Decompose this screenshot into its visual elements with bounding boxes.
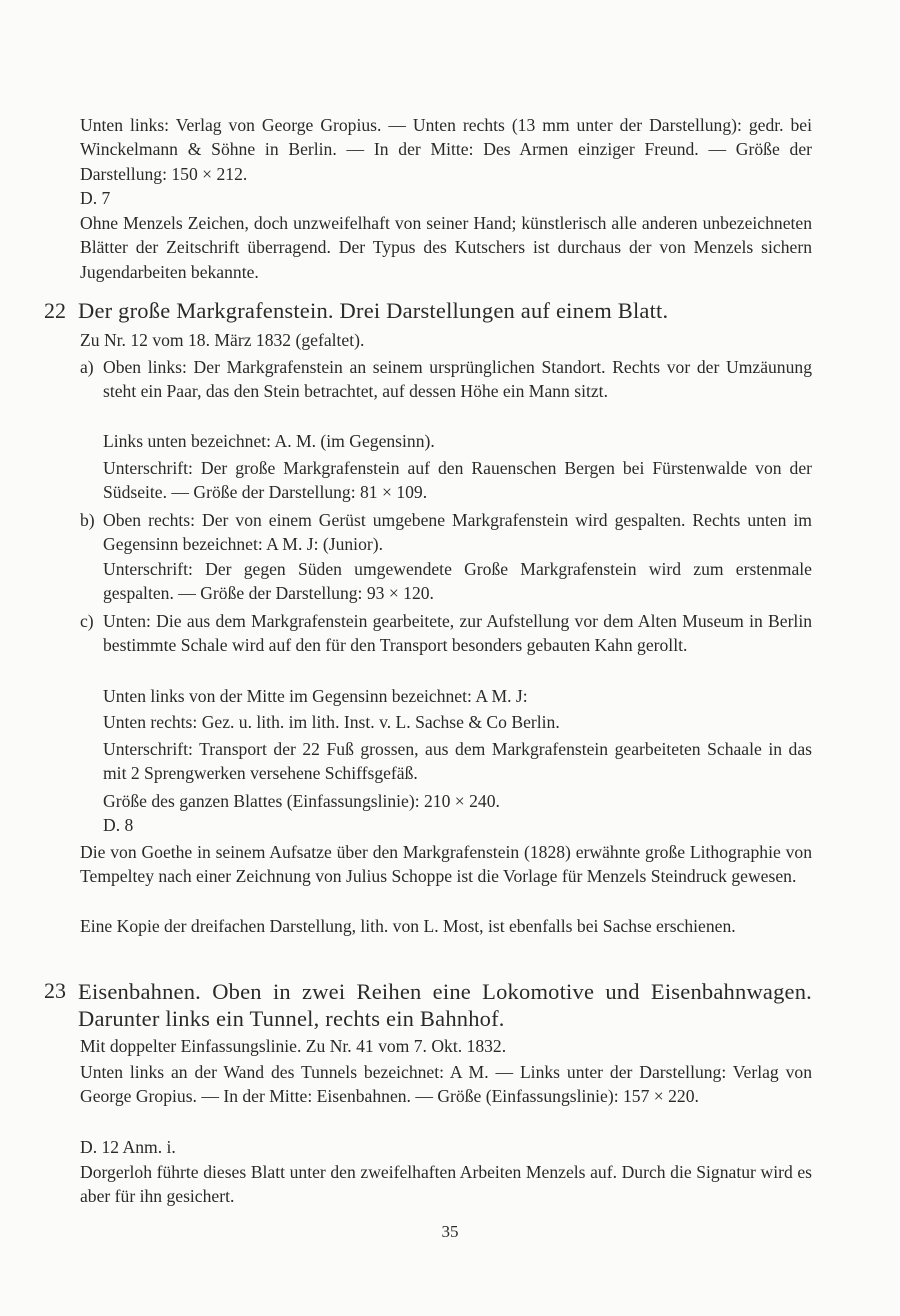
item-b-description: Oben rechts: Der von einem Gerüst umgebene Markgrafenstein wird gespalten. Rechts unten im Gegensinn bezeichnet: A M. J: (Junior). <box>103 510 812 555</box>
item-c-mark: c) <box>80 611 94 631</box>
entry-number-23: 23 <box>44 978 66 1003</box>
item-a-signature: Links unten bezeichnet: A. M. (im Gegensinn). <box>103 431 435 451</box>
entry-22-note-goethe: Die von Goethe in seinem Aufsatze über den Markgrafenstein (1828) erwähnte große Lithographie von Tempeltey nach einer Zeichnung von Julius Schoppe ist die Vorlage für Menzels Steindruck gewesen. <box>80 842 812 887</box>
entry-22-note-copy: Eine Kopie der dreifachen Darstellung, lith. von L. Most, ist ebenfalls bei Sachse erschienen. <box>80 916 736 936</box>
paragraph-publisher-note: Unten links: Verlag von George Gropius. — Unten rechts (13 mm unter der Darstellung): gedr. bei Winckelmann & Söhne in Berlin. — In der Mitte: Des Armen einziger Freund. — Größe der Darstellung: 150 × 212. <box>80 115 812 184</box>
item-c-description: Unten: Die aus dem Markgrafenstein gearbeitete, zur Aufstellung vor dem Alten Museum in Berlin bestimmte Schale wird auf den für den Transport besonders gebauten Kahn gerollt. <box>103 611 812 656</box>
item-a-description: Oben links: Der Markgrafenstein an seinem ursprünglichen Standort. Rechts vor der Umzäunung steht ein Paar, das den Stein betrachtet, auf dessen Höhe ein Mann sitzt. <box>103 357 812 402</box>
item-c-caption: Unterschrift: Transport der 22 Fuß grossen, aus dem Markgrafenstein gearbeiteten Schaale in das mit 2 Sprengwerken versehene Schiffsgefäß. <box>103 739 812 784</box>
paragraph-attribution: Ohne Menzels Zeichen, doch unzweifelhaft von seiner Hand; künstlerisch alle anderen unbezeichneten Blätter der Zeitschrift überragend. Der Typus des Kutschers ist durchaus der von Menzels sichern Jugendarbeiten bekannte. <box>80 213 812 282</box>
entry-22-issue: Zu Nr. 12 vom 18. März 1832 (gefaltet). <box>80 330 365 350</box>
entry-title-22: Der große Markgrafenstein. Drei Darstellungen auf einem Blatt. <box>78 298 669 323</box>
entry-title-23: Eisenbahnen. Oben in zwei Reihen eine Lokomotive und Eisenbahnwagen. Darunter links ein Tunnel, rechts ein Bahnhof. <box>78 979 812 1031</box>
item-c-signature-left: Unten links von der Mitte im Gegensinn bezeichnet: A M. J: <box>103 686 528 706</box>
item-a-mark: a) <box>80 357 94 377</box>
entry-number-22: 22 <box>44 298 66 323</box>
reference-d12: D. 12 Anm. i. <box>80 1137 176 1157</box>
entry-23-signature: Unten links an der Wand des Tunnels bezeichnet: A M. — Links unter der Darstellung: Verlag von George Gropius. — In der Mitte: Eisenbahnen. — Größe (Einfassungslinie): 157 × 220. <box>80 1062 812 1107</box>
reference-d7: D. 7 <box>80 188 111 208</box>
entry-23-frame: Mit doppelter Einfassungslinie. Zu Nr. 41 vom 7. Okt. 1832. <box>80 1036 507 1056</box>
item-a-caption: Unterschrift: Der große Markgrafenstein auf den Rauenschen Bergen bei Fürstenwalde von der Südseite. — Größe der Darstellung: 81 × 109. <box>103 458 812 503</box>
entry-23-note: Dorgerloh führte dieses Blatt unter den zweifelhaften Arbeiten Menzels auf. Durch die Signatur wird es aber für ihn gesichert. <box>80 1162 812 1207</box>
item-b-mark: b) <box>80 510 95 530</box>
item-c-signature-right: Unten rechts: Gez. u. lith. im lith. Inst. v. L. Sachse & Co Berlin. <box>103 712 560 732</box>
page-number: 35 <box>441 1222 459 1241</box>
reference-d8: D. 8 <box>103 815 134 835</box>
item-b-caption: Unterschrift: Der gegen Süden umgewendete Große Markgrafenstein wird zum erstenmale gespalten. — Größe der Darstellung: 93 × 120. <box>103 559 812 604</box>
item-c-sheet-size: Größe des ganzen Blattes (Einfassungslinie): 210 × 240. <box>103 791 500 811</box>
